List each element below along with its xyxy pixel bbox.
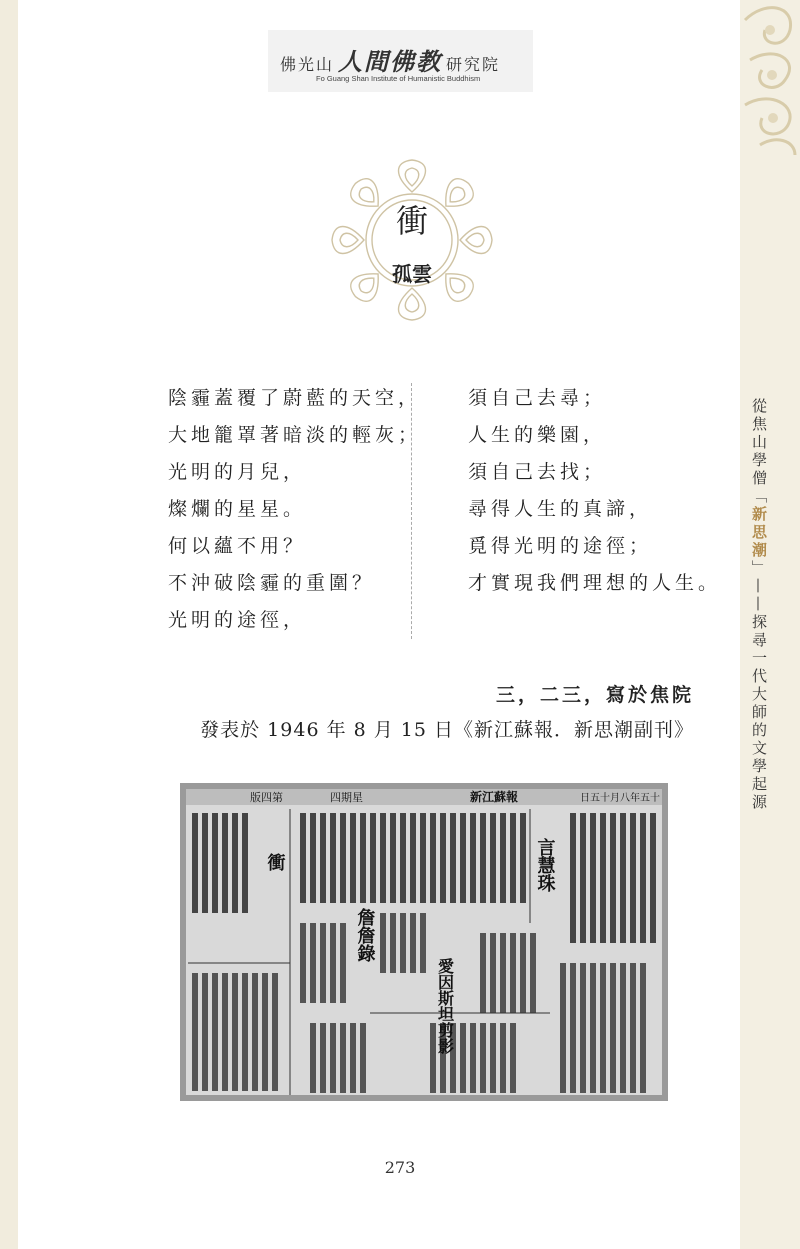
poem-line: 才實現我們理想的人生。	[468, 572, 722, 594]
poem-date: 三，二三，寫於焦院	[495, 684, 694, 706]
poem-left-column	[168, 383, 421, 642]
poem-line: 人生的樂園，	[468, 424, 607, 446]
poem-line: 覓得光明的途徑；	[468, 535, 653, 557]
poem-line: 大地籠罩著暗淡的輕灰；	[168, 424, 422, 446]
floral-ornament-icon	[740, 0, 800, 160]
side-title-part-1: 從焦山學僧「	[750, 398, 768, 506]
newspaper-edition: 版四第	[250, 791, 283, 804]
logo-text-3: 研究院	[446, 55, 501, 74]
newspaper-facsimile	[180, 783, 668, 1101]
newspaper-headline-1: 言慧珠	[534, 838, 556, 892]
newspaper-image	[180, 783, 668, 1101]
logo-text-2: 人間佛教	[338, 47, 443, 76]
poem-line: 須自己去找；	[468, 461, 607, 483]
newspaper-headline-3: 愛因斯坦剪影	[435, 958, 455, 1054]
column-divider	[411, 383, 412, 639]
chapter-side-title	[748, 398, 770, 812]
newspaper-date: 日五十月八年五十	[580, 793, 660, 804]
poem-line: 須自己去尋；	[468, 387, 607, 409]
page-number: 273	[384, 1158, 416, 1177]
poem-line: 陰霾蓋覆了蔚藍的天空，	[168, 387, 422, 409]
poem-title: 衝	[395, 202, 428, 240]
poem-line: 尋得人生的真諦，	[468, 498, 653, 520]
poem-line: 何以蘊不用？	[168, 535, 307, 557]
logo-english-text: Fo Guang Shan Institute of Humanistic Buddhism	[316, 74, 481, 83]
poem-line: 光明的途徑，	[168, 609, 307, 631]
institute-logo	[268, 30, 533, 92]
logo-text-1: 佛光山	[280, 55, 335, 74]
newspaper-headline-2: 詹詹錄	[354, 908, 376, 962]
side-title-part-2: 」——探尋一代大師的文學起源	[750, 560, 768, 812]
left-margin-band	[0, 0, 18, 1249]
poem-line: 不沖破陰霾的重圍？	[168, 572, 376, 594]
poem-right-column	[468, 383, 721, 605]
poem-line: 光明的月兒，	[168, 461, 307, 483]
side-title-highlight: 新思潮	[750, 506, 768, 560]
poem-line: 燦爛的星星。	[168, 498, 307, 520]
poem-author: 孤雲	[392, 262, 432, 286]
publication-note: 發表於 1946 年 8 月 15 日《新江蘇報．新思潮副刊》	[200, 719, 694, 741]
newspaper-poem-title: 衝	[264, 853, 286, 871]
newspaper-masthead: 新江蘇報	[470, 790, 519, 804]
newspaper-weekday: 四期星	[330, 791, 363, 804]
